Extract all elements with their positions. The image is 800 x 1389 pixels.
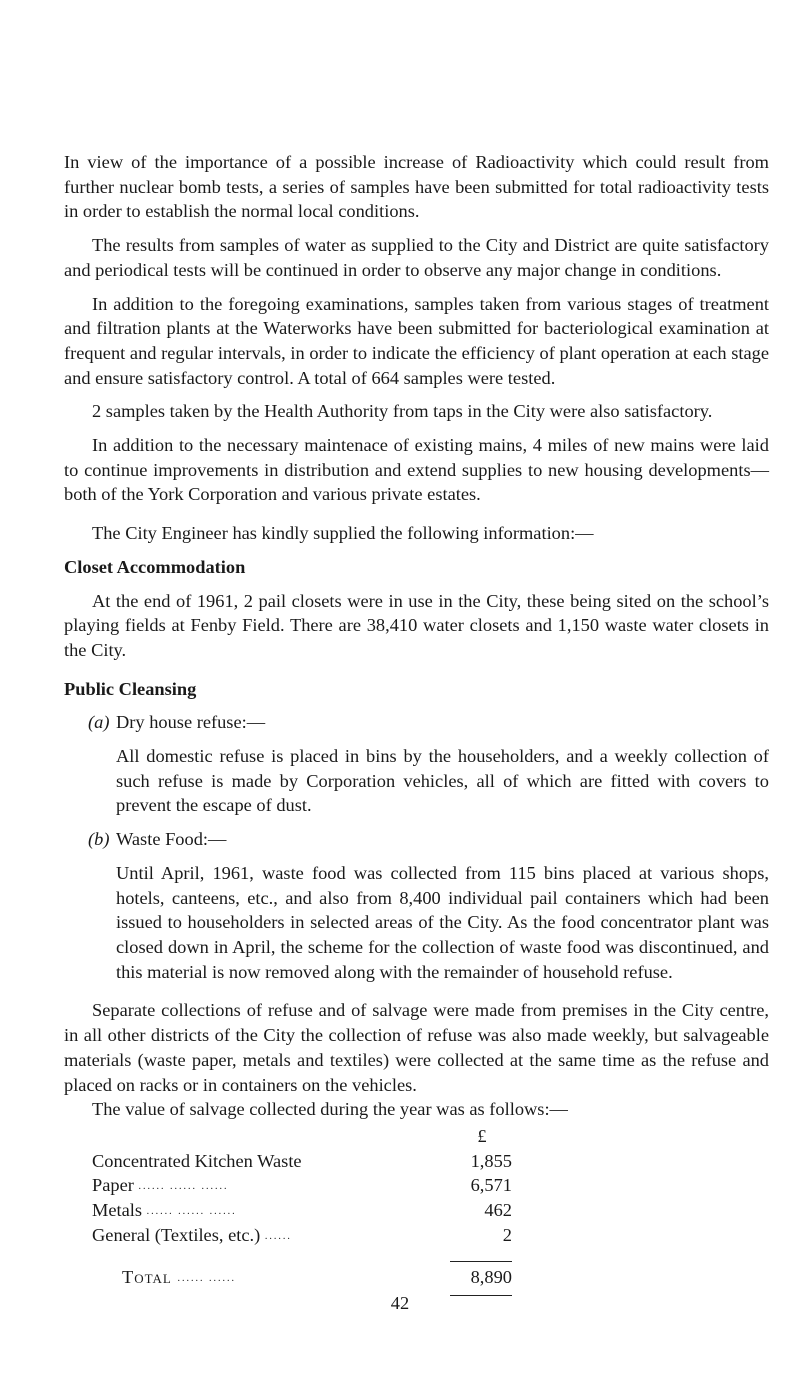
- item-marker: (a): [88, 712, 110, 733]
- total-label: Total: [122, 1267, 172, 1288]
- cleansing-item-waste-food: [88, 827, 769, 984]
- table-row: [92, 1223, 512, 1248]
- paragraph-engineer: The City Engineer has kindly supplied the following information:—: [92, 523, 594, 544]
- table-row: [92, 1149, 512, 1174]
- item-text: All domestic refuse is placed in bins by the householders, and a weekly collection of such refuse is made by Corporation vehicles, all of which are fitted with covers to prevent the escape of dust.: [116, 746, 769, 816]
- row-label: Concentrated Kitchen Waste: [92, 1150, 302, 1171]
- paragraph-new-mains: In addition to the necessary maintenace of existing mains, 4 miles of new mains were laid to continue improvements in distribution and extend supplies to new housing developments—both of the York Corporation and various private estates.: [64, 435, 769, 505]
- paragraph-health-authority: 2 samples taken by the Health Authority from taps in the City were also satisfactory.: [92, 401, 713, 422]
- paragraph-radioactivity: In view of the importance of a possible increase of Radioactivity which could result from further nuclear bomb tests, a series of samples have been submitted for total radioactivity tests in order to establish the normal local conditions.: [64, 152, 769, 222]
- row-label: Metals: [92, 1199, 143, 1220]
- cleansing-item-dry-refuse: [88, 710, 769, 818]
- total-row: [92, 1265, 512, 1290]
- table-row: [92, 1198, 512, 1223]
- page-number: 42: [390, 1293, 410, 1313]
- table-row: [92, 1173, 512, 1198]
- heading-closet-accommodation: Closet Accommodation: [64, 556, 246, 577]
- item-label: Dry house refuse:—: [116, 712, 266, 733]
- leader-dots: ...... ......: [177, 1273, 236, 1285]
- row-label: Paper: [92, 1175, 134, 1196]
- total-value: 8,890: [470, 1267, 512, 1288]
- paragraph-water-results: The results from samples of water as supplied to the City and District are quite satisfactory and periodical tests will be continued in order to observe any major change in conditions.: [64, 235, 769, 280]
- item-text: Until April, 1961, waste food was collected from 115 bins placed at various shops, hotels, canteens, etc., and also from 8,400 individual pail containers which had been issued to householders in selected areas of the City. As the food concentrator plant was closed down in April, the scheme for the collection of waste food was discontinued, and this material is now removed along with the remainder of household refuse.: [116, 862, 769, 982]
- currency-symbol: £: [477, 1125, 487, 1146]
- paragraph-salvage-intro: The value of salvage collected during the year was as follows:—: [92, 1099, 568, 1120]
- row-value: 2: [502, 1224, 512, 1245]
- row-value: 462: [484, 1199, 512, 1220]
- item-label: Waste Food:—: [116, 829, 227, 850]
- row-label: General (Textiles, etc.): [92, 1224, 261, 1245]
- total-rule-top: [450, 1261, 512, 1262]
- row-value: 6,571: [470, 1175, 512, 1196]
- leader-dots: ...... ...... ......: [146, 1205, 237, 1217]
- paragraph-bacteriological: In addition to the foregoing examinations, samples taken from various stages of treatment and filtration plants at the Waterworks have been submitted for bacteriological examination at frequent and regular intervals, in order to indicate the efficiency of plant operation at each stage and ensure satisfactory control. A total of 664 samples were tested.: [64, 293, 769, 388]
- heading-public-cleansing: Public Cleansing: [64, 678, 197, 699]
- item-marker: (b): [88, 829, 110, 850]
- table-header-row: [92, 1124, 512, 1149]
- leader-dots: ...... ...... ......: [138, 1181, 229, 1193]
- salvage-table: [92, 1124, 512, 1290]
- leader-dots: ......: [264, 1230, 292, 1242]
- total-block: [92, 1265, 512, 1290]
- paragraph-closets: At the end of 1961, 2 pail closets were in use in the City, these being sited on the school’s playing fields at Fenby Field. There are 38,410 water closets and 1,150 waste water closets in the City.: [64, 590, 769, 660]
- document-page: [64, 150, 769, 1290]
- row-value: 1,855: [470, 1150, 512, 1171]
- paragraph-separate-collections: Separate collections of refuse and of salvage were made from premises in the City centre, in all other districts of the City the collection of refuse was also made weekly, but salvageable materials (waste paper, metals and textiles) were collected at the same time as the refuse and placed on racks or in containers on the vehicles.: [64, 1000, 769, 1095]
